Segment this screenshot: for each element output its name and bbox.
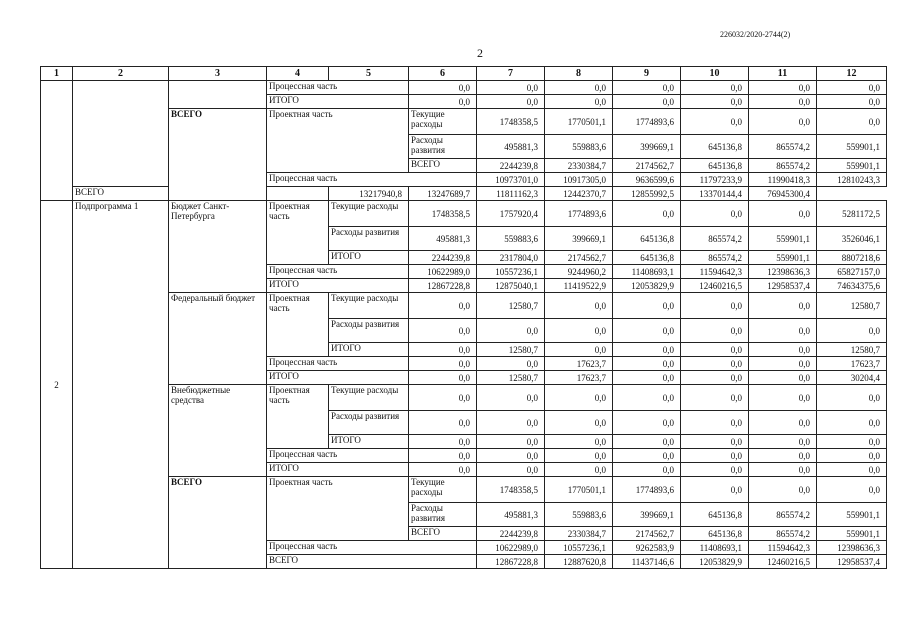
value-cell: 11594642,3	[749, 541, 817, 555]
value-cell: 2244239,8	[409, 251, 477, 265]
value-cell: 0,0	[613, 343, 681, 357]
value-cell: 1757920,4	[477, 201, 545, 227]
row-label: Текущие расходы	[329, 385, 409, 411]
value-cell: 399669,1	[545, 227, 613, 251]
value-cell: 0,0	[409, 319, 477, 343]
value-cell: 0,0	[817, 81, 887, 95]
value-cell: 0,0	[613, 319, 681, 343]
row-label: Процессная часть	[267, 357, 409, 371]
value-cell: 13370144,4	[681, 187, 749, 201]
value-cell: 0,0	[681, 411, 749, 435]
document-code: 226032/2020-2744(2)	[720, 30, 791, 39]
row-label: Текущие расходы	[329, 201, 409, 227]
row-label: ВСЕГО	[73, 187, 329, 201]
row-label: Проектная часть	[267, 109, 409, 173]
row-label: ИТОГО	[267, 371, 409, 385]
value-cell: 9262583,9	[613, 541, 681, 555]
col-header: 6	[409, 67, 477, 81]
value-cell: 0,0	[681, 435, 749, 449]
value-cell: 399669,1	[613, 503, 681, 527]
row-label: Федеральный бюджет	[169, 293, 267, 385]
value-cell: 0,0	[681, 371, 749, 385]
value-cell: 495881,3	[477, 503, 545, 527]
col-header: 4	[267, 67, 329, 81]
value-cell: 0,0	[681, 385, 749, 411]
value-cell: 12875040,1	[477, 279, 545, 293]
row-label: Расходы развития	[329, 227, 409, 251]
row-label: Расходы развития	[329, 319, 409, 343]
value-cell: 0,0	[817, 95, 887, 109]
col-header: 3	[169, 67, 267, 81]
value-cell: 17623,7	[545, 371, 613, 385]
value-cell: 2317804,0	[477, 251, 545, 265]
value-cell: 2174562,7	[613, 527, 681, 541]
row-label: ВСЕГО	[169, 109, 267, 201]
value-cell: 645136,8	[613, 227, 681, 251]
value-cell: 645136,8	[613, 251, 681, 265]
row-label: 2	[41, 201, 73, 569]
value-cell: 865574,2	[749, 527, 817, 541]
row-label: ИТОГО	[329, 343, 409, 357]
value-cell: 0,0	[681, 477, 749, 503]
value-cell: 12855992,5	[613, 187, 681, 201]
value-cell: 2330384,7	[545, 527, 613, 541]
value-cell: 0,0	[613, 81, 681, 95]
value-cell: 11990418,3	[749, 173, 817, 187]
value-cell: 1770501,1	[545, 477, 613, 503]
value-cell: 0,0	[409, 357, 477, 371]
row-label: ИТОГО	[329, 251, 409, 265]
row-label: Расходы развития	[329, 411, 409, 435]
value-cell: 0,0	[681, 319, 749, 343]
col-header: 2	[73, 67, 169, 81]
row-label: Процессная часть	[267, 449, 409, 463]
value-cell: 10557236,1	[545, 541, 613, 555]
row-label: Текущие расходы	[409, 477, 477, 503]
value-cell: 10622989,0	[409, 265, 477, 279]
value-cell: 559901,1	[817, 159, 887, 173]
value-cell: 865574,2	[681, 251, 749, 265]
col-header: 5	[329, 67, 409, 81]
value-cell: 2174562,7	[545, 251, 613, 265]
value-cell: 17623,7	[545, 357, 613, 371]
value-cell: 10917305,0	[545, 173, 613, 187]
row-label: ИТОГО	[267, 463, 409, 477]
value-cell: 0,0	[409, 371, 477, 385]
value-cell: 0,0	[613, 411, 681, 435]
col-header: 1	[41, 67, 73, 81]
col-header: 10	[681, 67, 749, 81]
value-cell: 0,0	[409, 385, 477, 411]
value-cell: 0,0	[681, 109, 749, 135]
value-cell: 0,0	[749, 81, 817, 95]
value-cell: 10557236,1	[477, 265, 545, 279]
value-cell: 0,0	[749, 371, 817, 385]
value-cell: 12580,7	[817, 293, 887, 319]
row-label: Бюджет Санкт-Петербурга	[169, 201, 267, 293]
col-header: 8	[545, 67, 613, 81]
value-cell: 559901,1	[749, 251, 817, 265]
value-cell: 12867228,8	[477, 555, 545, 569]
value-cell: 0,0	[817, 463, 887, 477]
value-cell: 0,0	[749, 477, 817, 503]
value-cell: 12442370,7	[545, 187, 613, 201]
value-cell: 559901,1	[817, 503, 887, 527]
value-cell: 0,0	[681, 81, 749, 95]
row-label: ВСЕГО	[267, 555, 477, 569]
value-cell: 11437146,6	[613, 555, 681, 569]
value-cell: 0,0	[613, 357, 681, 371]
value-cell: 76945300,4	[749, 187, 817, 201]
value-cell: 0,0	[477, 385, 545, 411]
blank-cell	[169, 81, 267, 109]
value-cell: 495881,3	[477, 135, 545, 159]
value-cell: 0,0	[749, 357, 817, 371]
row-label: ИТОГО	[329, 435, 409, 449]
value-cell: 10973701,0	[477, 173, 545, 187]
value-cell: 0,0	[545, 435, 613, 449]
value-cell: 5281172,5	[817, 201, 887, 227]
value-cell: 12460216,5	[681, 279, 749, 293]
value-cell: 74634375,6	[817, 279, 887, 293]
value-cell: 13247689,7	[409, 187, 477, 201]
value-cell: 0,0	[409, 435, 477, 449]
value-cell: 0,0	[817, 109, 887, 135]
value-cell: 0,0	[477, 463, 545, 477]
value-cell: 12053829,9	[613, 279, 681, 293]
row-label: Процессная часть	[267, 173, 477, 187]
value-cell: 0,0	[409, 81, 477, 95]
value-cell: 865574,2	[749, 503, 817, 527]
value-cell: 559883,6	[477, 227, 545, 251]
value-cell: 30204,4	[817, 371, 887, 385]
row-label: Расходы развития	[409, 503, 477, 527]
value-cell: 0,0	[477, 449, 545, 463]
row-label: Проектная часть	[267, 477, 409, 541]
row-label: Расходы развития	[409, 135, 477, 159]
row-label: Подпрограмма 1	[73, 201, 169, 569]
value-cell: 0,0	[545, 319, 613, 343]
value-cell: 11797233,9	[681, 173, 749, 187]
value-cell: 12580,7	[477, 371, 545, 385]
value-cell: 0,0	[409, 293, 477, 319]
value-cell: 12580,7	[477, 343, 545, 357]
value-cell: 0,0	[817, 411, 887, 435]
value-cell: 12580,7	[817, 343, 887, 357]
value-cell: 11408693,1	[613, 265, 681, 279]
value-cell: 0,0	[613, 463, 681, 477]
value-cell: 0,0	[477, 357, 545, 371]
row-label: ВСЕГО	[409, 159, 477, 173]
value-cell: 0,0	[545, 449, 613, 463]
value-cell: 0,0	[681, 95, 749, 109]
value-cell: 559901,1	[817, 527, 887, 541]
table-row	[41, 201, 887, 227]
value-cell: 0,0	[681, 463, 749, 477]
value-cell: 865574,2	[681, 227, 749, 251]
value-cell: 0,0	[681, 449, 749, 463]
value-cell: 65827157,0	[817, 265, 887, 279]
value-cell: 12958537,4	[749, 279, 817, 293]
value-cell: 0,0	[613, 293, 681, 319]
col-header: 9	[613, 67, 681, 81]
value-cell: 0,0	[477, 95, 545, 109]
page-number: 2	[477, 46, 483, 60]
value-cell: 1770501,1	[545, 109, 613, 135]
value-cell: 0,0	[749, 463, 817, 477]
value-cell: 0,0	[613, 449, 681, 463]
value-cell: 0,0	[817, 319, 887, 343]
value-cell: 495881,3	[409, 227, 477, 251]
value-cell: 0,0	[613, 385, 681, 411]
value-cell: 1748358,5	[477, 109, 545, 135]
row-label: ИТОГО	[267, 95, 409, 109]
value-cell: 559883,6	[545, 135, 613, 159]
value-cell: 11811162,3	[477, 187, 545, 201]
value-cell: 10622989,0	[477, 541, 545, 555]
value-cell: 0,0	[749, 385, 817, 411]
row-label: ВСЕГО	[169, 477, 267, 569]
value-cell: 0,0	[545, 95, 613, 109]
value-cell: 0,0	[749, 449, 817, 463]
value-cell: 0,0	[409, 95, 477, 109]
value-cell: 645136,8	[681, 503, 749, 527]
value-cell: 1774893,6	[613, 109, 681, 135]
value-cell: 559901,1	[817, 135, 887, 159]
value-cell: 0,0	[613, 201, 681, 227]
value-cell: 0,0	[409, 463, 477, 477]
value-cell: 12053829,9	[681, 555, 749, 569]
value-cell: 12958537,4	[817, 555, 887, 569]
value-cell: 0,0	[749, 319, 817, 343]
blank-cell	[73, 81, 169, 187]
row-label: ИТОГО	[267, 279, 409, 293]
value-cell: 399669,1	[613, 135, 681, 159]
value-cell: 0,0	[681, 201, 749, 227]
value-cell: 0,0	[477, 81, 545, 95]
value-cell: 0,0	[545, 343, 613, 357]
value-cell: 1774893,6	[545, 201, 613, 227]
value-cell: 8807218,6	[817, 251, 887, 265]
value-cell: 9244960,2	[545, 265, 613, 279]
value-cell: 12887620,8	[545, 555, 613, 569]
value-cell: 11408693,1	[681, 541, 749, 555]
value-cell: 2244239,8	[477, 159, 545, 173]
value-cell: 1748358,5	[477, 477, 545, 503]
value-cell: 12398636,3	[817, 541, 887, 555]
value-cell: 0,0	[749, 201, 817, 227]
value-cell: 11419522,9	[545, 279, 613, 293]
value-cell: 0,0	[409, 343, 477, 357]
value-cell: 559901,1	[749, 227, 817, 251]
value-cell: 865574,2	[749, 159, 817, 173]
value-cell: 12580,7	[477, 293, 545, 319]
value-cell: 0,0	[749, 293, 817, 319]
value-cell: 2174562,7	[613, 159, 681, 173]
table-row	[41, 187, 887, 201]
column-number-row	[41, 67, 887, 81]
row-label: ВСЕГО	[409, 527, 477, 541]
value-cell: 12810243,3	[817, 173, 887, 187]
value-cell: 645136,8	[681, 135, 749, 159]
value-cell: 0,0	[477, 319, 545, 343]
value-cell: 0,0	[545, 385, 613, 411]
value-cell: 13217940,8	[329, 187, 409, 201]
value-cell: 12867228,8	[409, 279, 477, 293]
value-cell: 2244239,8	[477, 527, 545, 541]
value-cell: 0,0	[749, 109, 817, 135]
value-cell: 17623,7	[817, 357, 887, 371]
value-cell: 0,0	[817, 385, 887, 411]
table-row	[41, 81, 887, 95]
value-cell: 9636599,6	[613, 173, 681, 187]
value-cell: 0,0	[817, 477, 887, 503]
value-cell: 1748358,5	[409, 201, 477, 227]
value-cell: 3526046,1	[817, 227, 887, 251]
value-cell: 0,0	[817, 435, 887, 449]
row-label: Проектная часть	[267, 385, 329, 449]
row-label: Текущие расходы	[409, 109, 477, 135]
value-cell: 0,0	[409, 449, 477, 463]
row-label: Процессная часть	[267, 265, 409, 279]
row-label: Процессная часть	[267, 541, 477, 555]
value-cell: 12460216,5	[749, 555, 817, 569]
value-cell: 645136,8	[681, 159, 749, 173]
value-cell: 0,0	[681, 293, 749, 319]
value-cell: 0,0	[477, 411, 545, 435]
value-cell: 0,0	[681, 357, 749, 371]
value-cell: 0,0	[545, 463, 613, 477]
value-cell: 0,0	[681, 343, 749, 357]
row-label: Проектная часть	[267, 201, 329, 265]
value-cell: 0,0	[545, 411, 613, 435]
budget-table	[40, 66, 887, 569]
value-cell: 0,0	[613, 371, 681, 385]
value-cell: 0,0	[477, 435, 545, 449]
value-cell: 0,0	[545, 293, 613, 319]
value-cell: 0,0	[817, 449, 887, 463]
value-cell: 12398636,3	[749, 265, 817, 279]
value-cell: 0,0	[613, 95, 681, 109]
value-cell: 0,0	[749, 343, 817, 357]
col-header: 12	[817, 67, 887, 81]
row-label: Текущие расходы	[329, 293, 409, 319]
value-cell: 0,0	[749, 411, 817, 435]
col-header: 7	[477, 67, 545, 81]
value-cell: 11594642,3	[681, 265, 749, 279]
value-cell: 0,0	[749, 95, 817, 109]
col-header: 11	[749, 67, 817, 81]
row-label: Проектная часть	[267, 293, 329, 357]
value-cell: 2330384,7	[545, 159, 613, 173]
value-cell: 0,0	[613, 435, 681, 449]
value-cell: 0,0	[545, 81, 613, 95]
value-cell: 0,0	[749, 435, 817, 449]
row-label: Внебюджетные средства	[169, 385, 267, 477]
value-cell: 645136,8	[681, 527, 749, 541]
blank-cell	[41, 81, 73, 201]
value-cell: 865574,2	[749, 135, 817, 159]
value-cell: 1774893,6	[613, 477, 681, 503]
value-cell: 0,0	[409, 411, 477, 435]
value-cell: 559883,6	[545, 503, 613, 527]
row-label: Процессная часть	[267, 81, 409, 95]
